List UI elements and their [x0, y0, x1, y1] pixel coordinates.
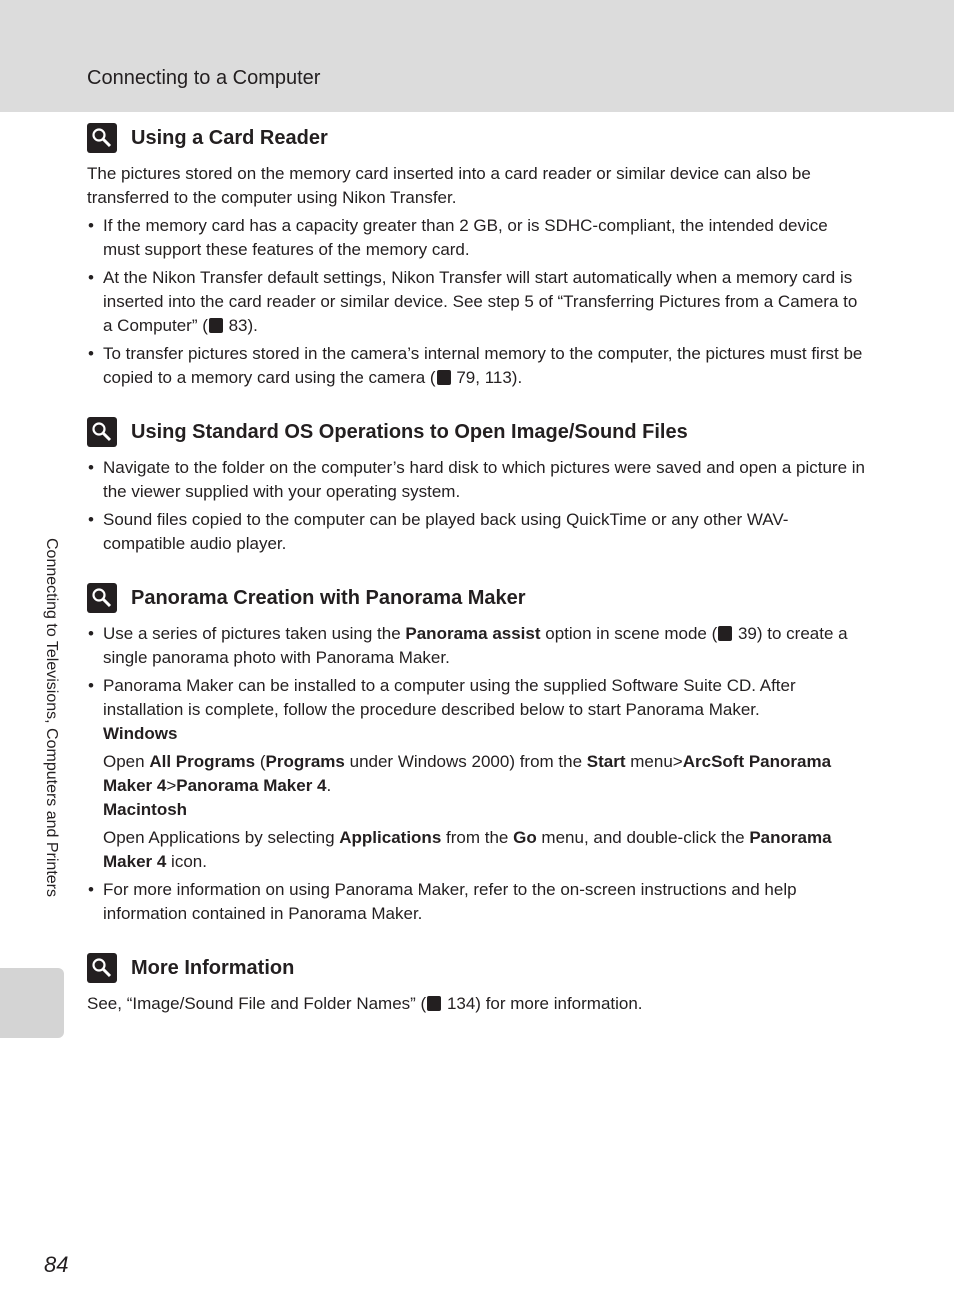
list-item: • Sound files copied to the computer can be played back using QuickTime or any other WAV-compatible audio player. — [87, 508, 867, 556]
text-fragment: 39) to create a single panorama photo with Panorama Maker. — [103, 624, 848, 667]
section-more-information — [87, 948, 867, 1016]
text-fragment: Open Applications by selecting — [103, 828, 340, 847]
text-fragment: • Panorama Maker can be installed to a computer using the supplied Software Suite CD. After installation is complete, follow the procedure described below to start Panorama Maker. — [103, 676, 796, 719]
text-fragment: icon. — [166, 852, 207, 871]
header-title: Connecting to a Computer — [87, 67, 321, 89]
bullet-list — [87, 456, 867, 556]
section-text — [87, 992, 867, 1016]
magnifier-note-icon — [87, 123, 117, 153]
text-fragment: ( — [255, 752, 266, 771]
text-fragment: option in scene mode ( — [540, 624, 718, 643]
macintosh-heading: Macintosh — [103, 800, 188, 819]
list-item — [87, 622, 867, 670]
page-number: 84 — [44, 1252, 69, 1277]
section-heading — [87, 948, 867, 988]
bold-term: ArcSoft Panorama Maker 4 — [103, 752, 832, 795]
text-fragment: 79, 113). — [451, 368, 523, 387]
magnifier-note-icon — [87, 583, 117, 613]
text-fragment: > — [166, 776, 177, 795]
section-title: More Information — [131, 957, 295, 979]
text-fragment: . — [326, 776, 332, 795]
text-fragment: See, “Image/Sound File and Folder Names” ( — [87, 994, 427, 1013]
page-reference-icon — [427, 996, 441, 1011]
section-panorama-maker — [87, 578, 867, 926]
text-fragment: Use a series of pictures taken using the — [103, 624, 406, 643]
text-fragment: menu> — [625, 752, 683, 771]
page-reference-icon — [718, 626, 732, 641]
bullet-list — [87, 214, 867, 390]
chapter-tab — [0, 968, 64, 1038]
bold-term: Panorama assist — [405, 624, 541, 643]
list-item: • For more information on using Panorama Maker, refer to the on-screen instructions and help information contained in Panorama Maker. — [87, 878, 867, 926]
text-fragment: menu, and double-click the — [536, 828, 750, 847]
bold-term: Applications — [339, 828, 442, 847]
windows-instructions — [103, 750, 867, 798]
macintosh-instructions — [103, 826, 867, 874]
text-fragment: under Windows 2000) from the — [344, 752, 587, 771]
section-title: Using Standard OS Operations to Open Image/Sound Files — [131, 421, 688, 443]
text-fragment: At the Nikon Transfer default settings, Nikon Transfer will start automatically when a memory card is inserted into the card reader or similar device. See step 5 of “Transferring Pictures from a Camera to a Computer” ( — [103, 268, 858, 335]
magnifier-note-icon — [87, 953, 117, 983]
list-item: • Navigate to the folder on the computer’s hard disk to which pictures were saved and open a picture in the viewer supplied with your operating system. — [87, 456, 867, 504]
text-fragment: from the — [441, 828, 514, 847]
text-fragment: 134) for more information. — [442, 994, 643, 1013]
page-reference-icon — [437, 370, 451, 385]
text-fragment: 83). — [223, 316, 258, 335]
windows-heading: Windows — [103, 724, 178, 743]
section-heading — [87, 412, 867, 452]
bold-term: Panorama Maker 4 — [176, 776, 327, 795]
bold-term: Go — [513, 828, 537, 847]
bullet-list — [87, 622, 867, 926]
page-reference-icon — [209, 318, 223, 333]
side-chapter-label: Connecting to Televisions, Computers and Printers — [43, 538, 60, 897]
section-heading — [87, 118, 867, 158]
bold-term: Start — [586, 752, 626, 771]
text-fragment: To transfer pictures stored in the camera’s internal memory to the computer, the pictures must first be copied to a memory card using the camera ( — [103, 344, 863, 387]
page-header — [0, 0, 954, 112]
bold-term: Programs — [265, 752, 345, 771]
list-item — [87, 342, 867, 390]
section-title: Using a Card Reader — [131, 127, 328, 149]
section-card-reader — [87, 118, 867, 390]
bold-term: All Programs — [149, 752, 256, 771]
page-content — [87, 118, 867, 1038]
list-item — [87, 266, 867, 338]
bold-term: Panorama Maker 4 — [103, 828, 832, 871]
section-heading — [87, 578, 867, 618]
text-fragment: Open — [103, 752, 150, 771]
magnifier-note-icon — [87, 417, 117, 447]
section-os-operations — [87, 412, 867, 556]
section-intro: The pictures stored on the memory card inserted into a card reader or similar device can also be transferred to the computer using Nikon Transfer. — [87, 164, 811, 207]
list-item: • If the memory card has a capacity greater than 2 GB, or is SDHC-compliant, the intended device must support these features of the memory card. — [87, 214, 867, 262]
list-item — [87, 674, 867, 874]
section-title: Panorama Creation with Panorama Maker — [131, 587, 526, 609]
